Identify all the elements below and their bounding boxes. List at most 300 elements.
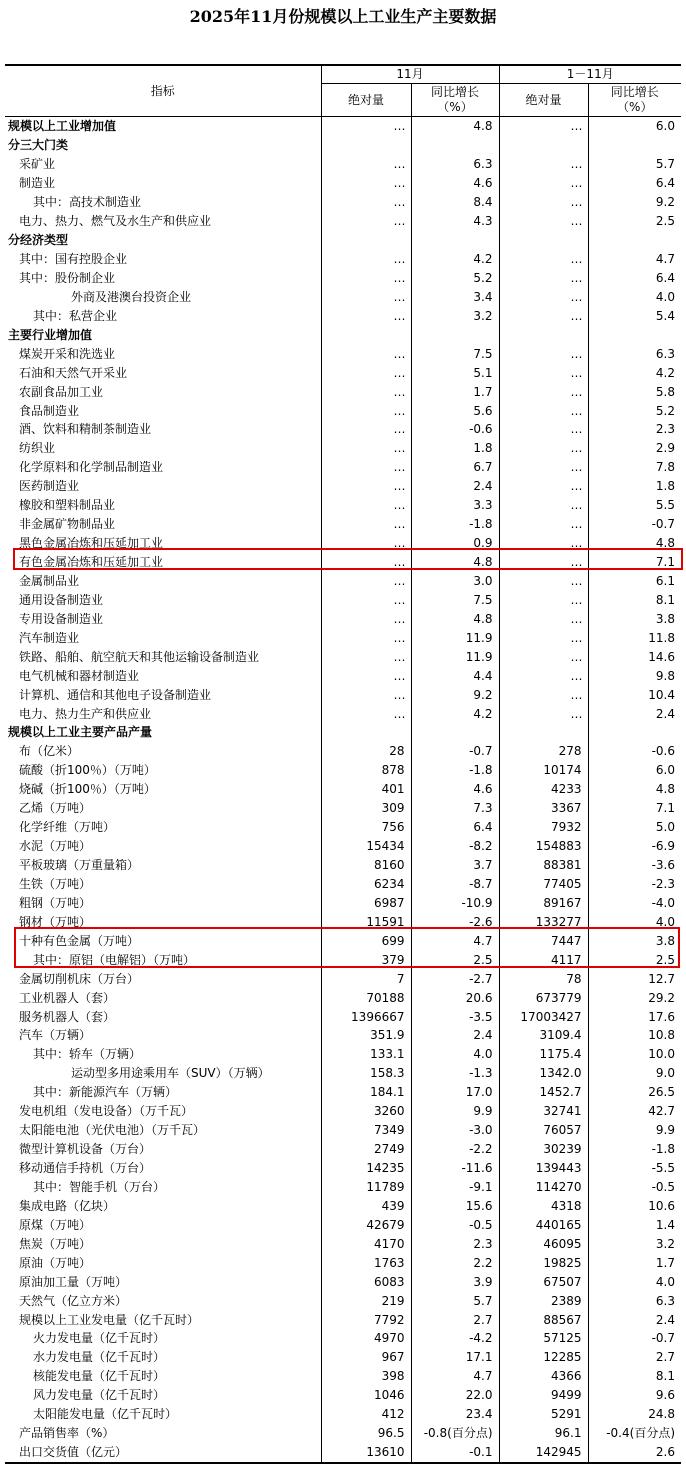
abs-month-cell: 379 [321, 950, 411, 969]
row-label: 水力发电量（亿千瓦时） [33, 1350, 166, 1365]
yoy-month-cell: 20.6 [411, 988, 499, 1007]
row-label: 主要行业增加值 [8, 327, 93, 342]
yoy-ytd-cell: 4.0 [588, 287, 681, 306]
yoy-ytd-cell: 10.4 [588, 685, 681, 704]
yoy-ytd-cell: 10.6 [588, 1196, 681, 1215]
yoy-ytd-cell: 4.0 [588, 912, 681, 931]
yoy-ytd-cell: 6.0 [588, 761, 681, 780]
abs-month-cell: 96.5 [321, 1424, 411, 1443]
yoy-month-cell: -0.1 [411, 1443, 499, 1463]
header-yoy-month: 同比增长 （%） [411, 84, 499, 117]
yoy-ytd-cell: 2.6 [588, 1443, 681, 1463]
abs-month-cell: … [321, 155, 411, 174]
table-row [5, 1291, 681, 1310]
yoy-month-cell: 2.3 [411, 1234, 499, 1253]
row-label: 出口交货值（亿元） [19, 1445, 128, 1460]
table-row [5, 1348, 681, 1367]
table-row [5, 685, 681, 704]
row-label: 采矿业 [19, 157, 56, 172]
yoy-month-cell: 23.4 [411, 1405, 499, 1424]
abs-month-cell: … [321, 458, 411, 477]
yoy-ytd-cell: -6.9 [588, 837, 681, 856]
table-row [5, 572, 681, 591]
yoy-ytd-cell [588, 325, 681, 344]
table-row [5, 1215, 681, 1234]
table-row [5, 1234, 681, 1253]
abs-month-cell: 4170 [321, 1234, 411, 1253]
yoy-month-cell: 3.0 [411, 572, 499, 591]
yoy-month-cell: -8.7 [411, 875, 499, 894]
abs-month-cell: … [321, 174, 411, 193]
table-row [5, 1178, 681, 1197]
abs-ytd-cell: … [499, 439, 588, 458]
row-label: 其中：高技术制造业 [33, 195, 142, 210]
yoy-month-cell: 5.1 [411, 363, 499, 382]
row-label: 其中：原铝（电解铝）（万吨） [33, 952, 196, 967]
abs-ytd-cell: … [499, 572, 588, 591]
abs-month-cell: 158.3 [321, 1064, 411, 1083]
yoy-ytd-cell: 29.2 [588, 988, 681, 1007]
row-label: 分经济类型 [8, 233, 69, 248]
abs-ytd-cell: 114270 [499, 1178, 588, 1197]
table-row [5, 477, 681, 496]
yoy-ytd-cell: -5.5 [588, 1159, 681, 1178]
yoy-month-cell: 8.4 [411, 193, 499, 212]
table-row [5, 1424, 681, 1443]
abs-ytd-cell: 89167 [499, 893, 588, 912]
abs-month-cell: 7349 [321, 1121, 411, 1140]
yoy-ytd-cell: 12.7 [588, 969, 681, 988]
table-row [5, 174, 681, 193]
yoy-ytd-cell: 1.8 [588, 477, 681, 496]
row-label: 移动通信手持机（万台） [19, 1161, 152, 1176]
abs-ytd-cell: … [499, 515, 588, 534]
table-row [5, 1196, 681, 1215]
abs-ytd-cell: 4117 [499, 950, 588, 969]
table-row [5, 837, 681, 856]
yoy-month-cell: 7.5 [411, 590, 499, 609]
abs-month-cell: 8160 [321, 856, 411, 875]
abs-ytd-cell: … [499, 212, 588, 231]
row-label: 酒、饮料和精制茶制造业 [19, 422, 152, 437]
yoy-ytd-cell: 10.0 [588, 1045, 681, 1064]
yoy-ytd-cell: 7.1 [588, 553, 681, 572]
table-row [5, 931, 681, 950]
header-period-ytd: 1－11月 [499, 65, 681, 84]
yoy-month-cell: -0.5 [411, 1215, 499, 1234]
table-row [5, 1253, 681, 1272]
row-label: 铁路、船舶、航空航天和其他运输设备制造业 [19, 649, 260, 664]
yoy-month-cell [411, 723, 499, 742]
table-body [5, 117, 681, 1463]
row-label: 原油（万吨） [19, 1255, 92, 1270]
abs-ytd-cell: 154883 [499, 837, 588, 856]
abs-ytd-cell: … [499, 628, 588, 647]
yoy-ytd-cell: 5.4 [588, 306, 681, 325]
abs-ytd-cell: … [499, 420, 588, 439]
abs-ytd-cell: 9499 [499, 1386, 588, 1405]
abs-month-cell: … [321, 515, 411, 534]
abs-ytd-cell: 7932 [499, 818, 588, 837]
yoy-ytd-cell: 6.3 [588, 1291, 681, 1310]
table-row [5, 704, 681, 723]
yoy-ytd-cell: 6.1 [588, 572, 681, 591]
yoy-month-cell: 4.6 [411, 174, 499, 193]
abs-ytd-cell: 3367 [499, 799, 588, 818]
abs-month-cell: 6234 [321, 875, 411, 894]
yoy-ytd-cell: 5.7 [588, 155, 681, 174]
row-label: 电力、热力生产和供应业 [19, 706, 152, 721]
abs-month-cell: … [321, 193, 411, 212]
yoy-month-cell: 9.9 [411, 1102, 499, 1121]
abs-ytd-cell: 32741 [499, 1102, 588, 1121]
abs-ytd-cell: … [499, 269, 588, 288]
table-row [5, 1443, 681, 1463]
yoy-month-cell [411, 231, 499, 250]
table-row [5, 856, 681, 875]
table-row [5, 1083, 681, 1102]
row-label: 其中：智能手机（万台） [33, 1179, 166, 1194]
abs-month-cell: … [321, 534, 411, 553]
table-row [5, 590, 681, 609]
abs-ytd-cell: … [499, 287, 588, 306]
row-label: 硫酸（折100％）（万吨） [19, 763, 156, 778]
row-label: 十种有色金属（万吨） [19, 933, 140, 948]
yoy-month-cell: 5.7 [411, 1291, 499, 1310]
abs-month-cell: 967 [321, 1348, 411, 1367]
yoy-ytd-cell: -0.5 [588, 1178, 681, 1197]
row-label: 粗钢（万吨） [19, 895, 92, 910]
yoy-month-cell: 4.7 [411, 931, 499, 950]
table-row [5, 287, 681, 306]
yoy-month-cell: 0.9 [411, 534, 499, 553]
yoy-month-cell: 3.4 [411, 287, 499, 306]
table-row [5, 780, 681, 799]
yoy-month-cell: 2.2 [411, 1253, 499, 1272]
yoy-ytd-cell: 6.3 [588, 344, 681, 363]
yoy-ytd-cell: 2.5 [588, 212, 681, 231]
yoy-ytd-cell: 4.8 [588, 534, 681, 553]
row-label: 医药制造业 [19, 479, 80, 494]
row-label: 其中：股份制企业 [19, 270, 116, 285]
yoy-month-cell: 4.2 [411, 704, 499, 723]
row-label: 平板玻璃（万重量箱） [19, 858, 140, 873]
abs-ytd-cell: 19825 [499, 1253, 588, 1272]
yoy-month-cell [411, 136, 499, 155]
yoy-ytd-cell: -1.8 [588, 1140, 681, 1159]
table-row [5, 609, 681, 628]
yoy-month-cell: 4.7 [411, 1367, 499, 1386]
abs-ytd-cell: 88381 [499, 856, 588, 875]
abs-ytd-cell: 142945 [499, 1443, 588, 1463]
abs-ytd-cell: 139443 [499, 1159, 588, 1178]
table-row [5, 515, 681, 534]
row-label: 乙烯（万吨） [19, 801, 92, 816]
yoy-month-cell: 2.5 [411, 950, 499, 969]
yoy-ytd-cell: 4.7 [588, 250, 681, 269]
table-row [5, 1405, 681, 1424]
yoy-ytd-cell: 2.5 [588, 950, 681, 969]
abs-month-cell: 15434 [321, 837, 411, 856]
yoy-ytd-cell: -2.3 [588, 875, 681, 894]
abs-ytd-cell: 7447 [499, 931, 588, 950]
abs-month-cell: … [321, 477, 411, 496]
row-label: 纺织业 [19, 441, 56, 456]
yoy-month-cell: 5.2 [411, 269, 499, 288]
yoy-ytd-cell: 2.7 [588, 1348, 681, 1367]
abs-month-cell: … [321, 704, 411, 723]
abs-ytd-cell: … [499, 250, 588, 269]
yoy-ytd-cell: -0.6 [588, 742, 681, 761]
yoy-ytd-cell: 5.5 [588, 496, 681, 515]
yoy-ytd-cell: 5.0 [588, 818, 681, 837]
table-row [5, 723, 681, 742]
row-label: 金属切削机床（万台） [19, 971, 140, 986]
abs-ytd-cell [499, 136, 588, 155]
yoy-ytd-cell: 8.1 [588, 590, 681, 609]
row-label: 橡胶和塑料制品业 [19, 498, 116, 513]
table-row [5, 193, 681, 212]
yoy-month-cell: 4.2 [411, 250, 499, 269]
row-label: 分三大门类 [8, 138, 69, 153]
yoy-month-cell: 2.4 [411, 1026, 499, 1045]
abs-ytd-cell: 2389 [499, 1291, 588, 1310]
abs-month-cell: 14235 [321, 1159, 411, 1178]
table-row [5, 799, 681, 818]
row-label: 计算机、通信和其他电子设备制造业 [19, 687, 212, 702]
abs-ytd-cell: … [499, 534, 588, 553]
abs-month-cell: … [321, 117, 411, 136]
row-label: 火力发电量（亿千瓦时） [33, 1331, 166, 1346]
table-row [5, 1064, 681, 1083]
abs-month-cell: 219 [321, 1291, 411, 1310]
abs-month-cell: … [321, 420, 411, 439]
table-row [5, 458, 681, 477]
table-row [5, 344, 681, 363]
abs-month-cell: 439 [321, 1196, 411, 1215]
abs-ytd-cell: … [499, 609, 588, 628]
row-label: 钢材（万吨） [19, 914, 92, 929]
yoy-ytd-cell: 4.8 [588, 780, 681, 799]
abs-ytd-cell: 3109.4 [499, 1026, 588, 1045]
abs-ytd-cell: 12285 [499, 1348, 588, 1367]
yoy-month-cell: -1.8 [411, 761, 499, 780]
header-indicator: 指标 [5, 65, 321, 117]
table-row [5, 1310, 681, 1329]
abs-ytd-cell: 76057 [499, 1121, 588, 1140]
abs-ytd-cell [499, 325, 588, 344]
yoy-ytd-cell [588, 231, 681, 250]
abs-month-cell: … [321, 609, 411, 628]
yoy-month-cell: 3.7 [411, 856, 499, 875]
abs-month-cell: 309 [321, 799, 411, 818]
table-row [5, 1045, 681, 1064]
row-label: 制造业 [19, 176, 56, 191]
yoy-ytd-cell: 9.6 [588, 1386, 681, 1405]
abs-ytd-cell: 88567 [499, 1310, 588, 1329]
yoy-month-cell: 11.9 [411, 647, 499, 666]
abs-month-cell: … [321, 363, 411, 382]
yoy-ytd-cell: 1.4 [588, 1215, 681, 1234]
row-label: 黑色金属冶炼和压延加工业 [19, 536, 164, 551]
yoy-ytd-cell: 2.4 [588, 1310, 681, 1329]
yoy-month-cell: 6.4 [411, 818, 499, 837]
yoy-ytd-cell: -0.7 [588, 515, 681, 534]
yoy-ytd-cell: 6.4 [588, 269, 681, 288]
table-row [5, 136, 681, 155]
abs-ytd-cell: 67507 [499, 1272, 588, 1291]
yoy-ytd-cell: 4.0 [588, 1272, 681, 1291]
abs-ytd-cell: … [499, 666, 588, 685]
abs-month-cell: … [321, 553, 411, 572]
table-row [5, 269, 681, 288]
yoy-month-cell: -9.1 [411, 1178, 499, 1197]
table-row [5, 1140, 681, 1159]
abs-ytd-cell [499, 723, 588, 742]
abs-ytd-cell: … [499, 344, 588, 363]
abs-ytd-cell: 4318 [499, 1196, 588, 1215]
abs-month-cell: 6987 [321, 893, 411, 912]
yoy-month-cell: -2.7 [411, 969, 499, 988]
yoy-ytd-cell: 9.9 [588, 1121, 681, 1140]
row-label: 焦炭（万吨） [19, 1236, 92, 1251]
abs-month-cell [321, 325, 411, 344]
abs-month-cell: … [321, 685, 411, 704]
yoy-ytd-cell: 24.8 [588, 1405, 681, 1424]
abs-month-cell: … [321, 572, 411, 591]
table-row [5, 1159, 681, 1178]
table-row [5, 325, 681, 344]
abs-ytd-cell: … [499, 704, 588, 723]
abs-month-cell: 878 [321, 761, 411, 780]
table-row [5, 401, 681, 420]
abs-ytd-cell: … [499, 363, 588, 382]
yoy-month-cell: 11.9 [411, 628, 499, 647]
table-row [5, 761, 681, 780]
yoy-month-cell: 4.4 [411, 666, 499, 685]
row-label: 金属制品业 [19, 573, 80, 588]
yoy-ytd-cell: 5.2 [588, 401, 681, 420]
row-label: 集成电路（亿块） [19, 1198, 116, 1213]
header-abs-ytd: 绝对量 [499, 84, 588, 117]
abs-ytd-cell: … [499, 590, 588, 609]
table-row [5, 969, 681, 988]
yoy-month-cell: 17.1 [411, 1348, 499, 1367]
abs-month-cell [321, 723, 411, 742]
table-row [5, 439, 681, 458]
abs-ytd-cell: … [499, 155, 588, 174]
table-row [5, 893, 681, 912]
yoy-month-cell: -11.6 [411, 1159, 499, 1178]
yoy-month-cell: 1.7 [411, 382, 499, 401]
yoy-ytd-cell: 7.8 [588, 458, 681, 477]
row-label: 布（亿米） [19, 744, 80, 759]
yoy-ytd-cell [588, 136, 681, 155]
table-row [5, 647, 681, 666]
abs-month-cell: … [321, 212, 411, 231]
table-row [5, 553, 681, 572]
row-label: 非金属矿物制品业 [19, 517, 116, 532]
abs-ytd-cell: 133277 [499, 912, 588, 931]
abs-ytd-cell: 4366 [499, 1367, 588, 1386]
table-row [5, 155, 681, 174]
yoy-month-cell: 5.6 [411, 401, 499, 420]
yoy-ytd-cell: 2.3 [588, 420, 681, 439]
row-label: 原煤（万吨） [19, 1217, 92, 1232]
yoy-month-cell: -2.6 [411, 912, 499, 931]
abs-month-cell: … [321, 344, 411, 363]
abs-month-cell: 184.1 [321, 1083, 411, 1102]
abs-ytd-cell: … [499, 117, 588, 136]
abs-month-cell: 351.9 [321, 1026, 411, 1045]
table-row [5, 250, 681, 269]
table-row [5, 212, 681, 231]
yoy-month-cell: -1.8 [411, 515, 499, 534]
row-label: 电力、热力、燃气及水生产和供应业 [19, 214, 212, 229]
abs-month-cell: 28 [321, 742, 411, 761]
table-row [5, 742, 681, 761]
abs-ytd-cell: 10174 [499, 761, 588, 780]
yoy-ytd-cell: -4.0 [588, 893, 681, 912]
yoy-month-cell: -4.2 [411, 1329, 499, 1348]
abs-ytd-cell: … [499, 306, 588, 325]
yoy-month-cell: 3.2 [411, 306, 499, 325]
table-row [5, 666, 681, 685]
row-label: 生铁（万吨） [19, 876, 92, 891]
abs-month-cell: … [321, 496, 411, 515]
yoy-month-cell: 7.5 [411, 344, 499, 363]
yoy-ytd-cell: 3.8 [588, 931, 681, 950]
yoy-ytd-cell: 2.4 [588, 704, 681, 723]
abs-month-cell: … [321, 590, 411, 609]
abs-month-cell: 699 [321, 931, 411, 950]
abs-month-cell [321, 136, 411, 155]
abs-ytd-cell: … [499, 174, 588, 193]
header-abs-month: 绝对量 [321, 84, 411, 117]
abs-month-cell: … [321, 401, 411, 420]
row-label: 食品制造业 [19, 403, 80, 418]
abs-month-cell: … [321, 287, 411, 306]
yoy-month-cell: -3.0 [411, 1121, 499, 1140]
abs-month-cell: 133.1 [321, 1045, 411, 1064]
abs-month-cell: 756 [321, 818, 411, 837]
table-row [5, 950, 681, 969]
abs-ytd-cell: … [499, 477, 588, 496]
header-yoy-ytd: 同比增长 （%） [588, 84, 681, 117]
abs-month-cell: 1396667 [321, 1007, 411, 1026]
yoy-ytd-cell: 10.8 [588, 1026, 681, 1045]
row-label: 化学原料和化学制品制造业 [19, 460, 164, 475]
abs-month-cell: 6083 [321, 1272, 411, 1291]
table-row [5, 420, 681, 439]
abs-month-cell [321, 231, 411, 250]
abs-ytd-cell: 673779 [499, 988, 588, 1007]
row-label: 外商及港澳台投资企业 [71, 289, 192, 304]
abs-month-cell: 7792 [321, 1310, 411, 1329]
yoy-ytd-cell: 9.8 [588, 666, 681, 685]
abs-ytd-cell: 96.1 [499, 1424, 588, 1443]
abs-month-cell: … [321, 647, 411, 666]
abs-ytd-cell: 1452.7 [499, 1083, 588, 1102]
yoy-month-cell [411, 325, 499, 344]
row-label: 服务机器人（套） [19, 1009, 116, 1024]
yoy-month-cell: -2.2 [411, 1140, 499, 1159]
abs-ytd-cell: 78 [499, 969, 588, 988]
row-label: 规模以上工业主要产品产量 [8, 725, 153, 740]
abs-month-cell: … [321, 269, 411, 288]
table-row [5, 1367, 681, 1386]
abs-month-cell: 412 [321, 1405, 411, 1424]
